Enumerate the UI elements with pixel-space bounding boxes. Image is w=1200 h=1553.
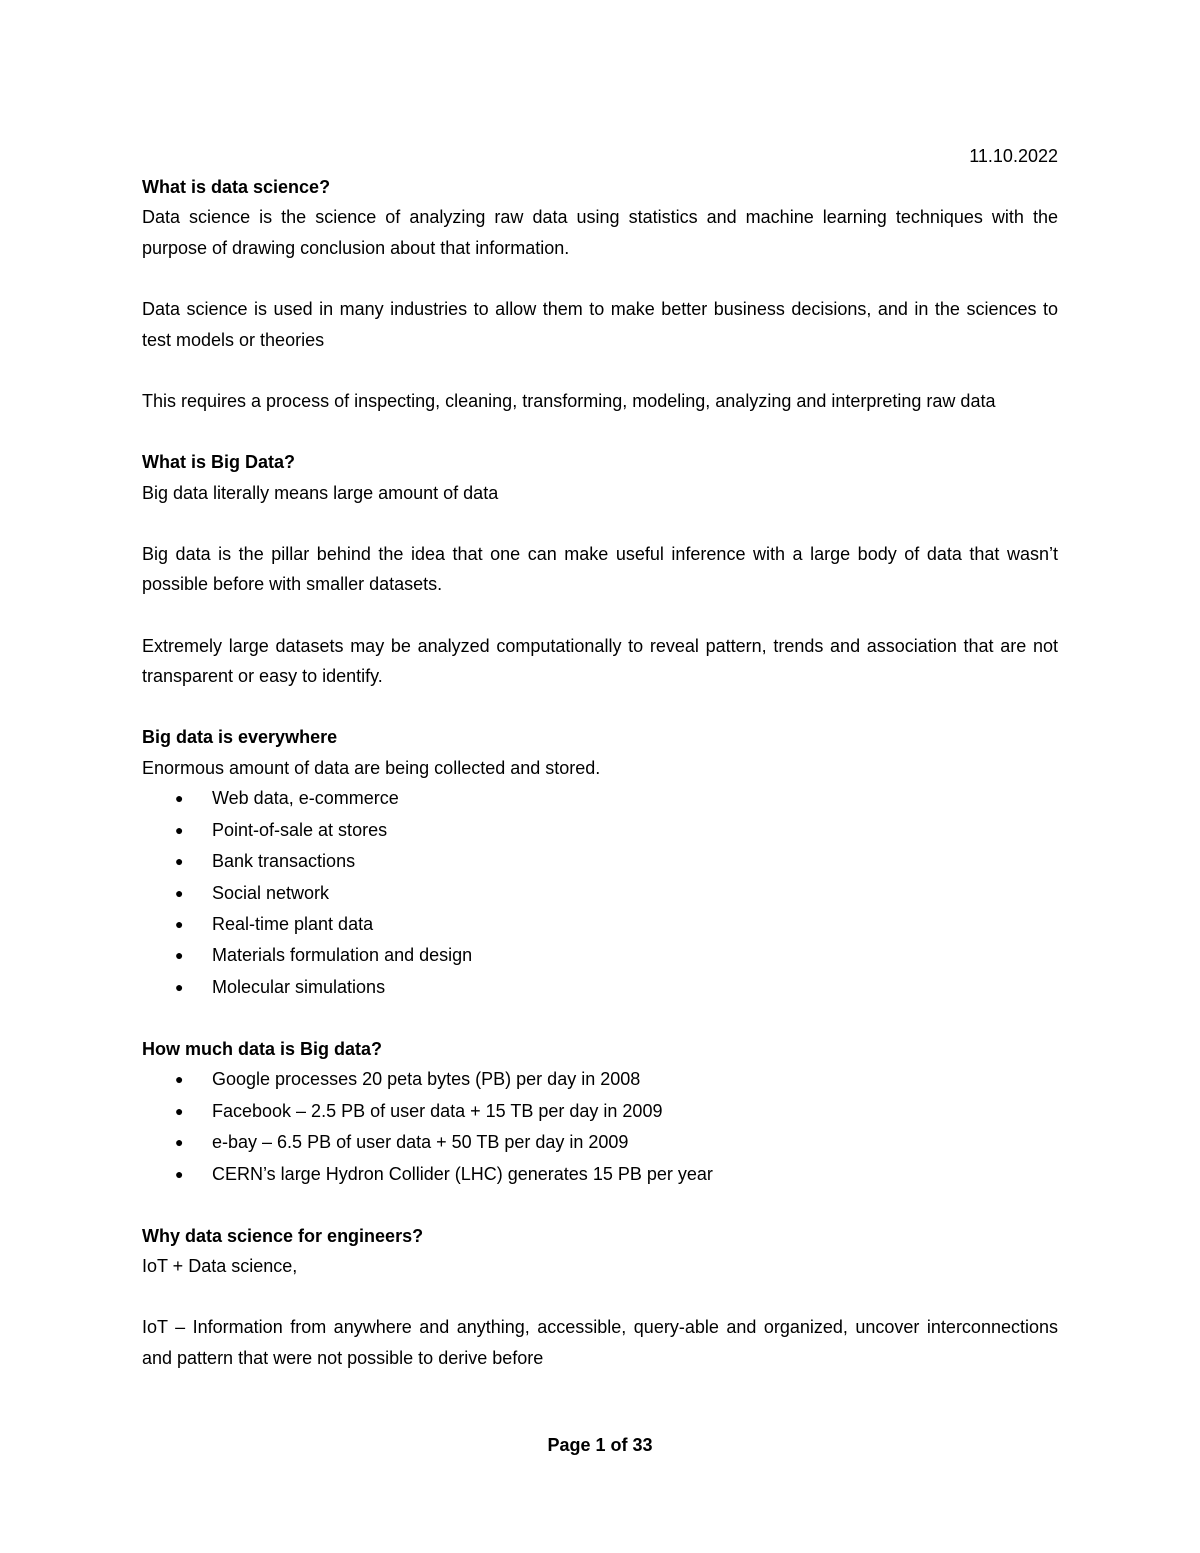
heading-big-data-everywhere: Big data is everywhere [142, 727, 338, 748]
spacer [142, 263, 1058, 294]
paragraph-everywhere-intro: Enormous amount of data are being collected and stored. [142, 757, 601, 778]
document-body [142, 141, 1058, 1374]
list-item [142, 972, 1058, 1003]
spacer [142, 1190, 1058, 1221]
bullet-icon: ● [175, 853, 184, 870]
paragraph-data-science-definition: Data science is the science of analyzing raw data using statistics and machine learning techniques with the purpose of drawing conclusion about that information. [142, 207, 1058, 258]
list-item-text: e-bay – 6.5 PB of user data + 50 TB per day in 2009 [212, 1132, 629, 1153]
list-item-text: Real-time plant data [212, 914, 374, 935]
list-item-text: CERN’s large Hydron Collider (LHC) generates 15 PB per year [212, 1163, 713, 1184]
list-item-text: Web data, e-commerce [212, 788, 399, 809]
page-number-footer: Page 1 of 33 [547, 1435, 653, 1455]
list-item-text: Bank transactions [212, 851, 356, 872]
list-item [142, 940, 1058, 971]
list-item [142, 878, 1058, 909]
list-item-text: Google processes 20 peta bytes (PB) per day in 2008 [212, 1069, 641, 1090]
list-item [142, 846, 1058, 877]
bullet-icon: ● [175, 884, 184, 901]
list-item [142, 1127, 1058, 1158]
list-item-text: Facebook – 2.5 PB of user data + 15 TB per day in 2009 [212, 1100, 663, 1121]
paragraph-big-data-pillar: Big data is the pillar behind the idea that one can make useful inference with a large body of data that wasn’t possible before with smaller datasets. [142, 543, 1058, 595]
heading-data-science: What is data science? [142, 176, 331, 197]
paragraph-iot-plus-data-science: IoT + Data science, [142, 1256, 298, 1277]
bullet-icon: ● [175, 790, 184, 807]
bullet-icon: ● [175, 978, 184, 995]
paragraph-big-data-definition: Big data literally means large amount of data [142, 482, 499, 503]
spacer [142, 1003, 1058, 1034]
spacer [142, 1282, 1058, 1313]
bullet-icon: ● [175, 1165, 184, 1182]
spacer [142, 692, 1058, 723]
list-item [142, 909, 1058, 940]
list-item [142, 783, 1058, 814]
paragraph-data-science-usage: Data science is used in many industries to allow them to make better business decisions, and in the sciences to test models or theories [142, 298, 1058, 350]
bullet-icon: ● [175, 947, 184, 964]
bullet-icon: ● [175, 1102, 184, 1119]
spacer [142, 600, 1058, 631]
list-item-text: Molecular simulations [212, 976, 386, 997]
list-item [142, 815, 1058, 846]
list-data-sources [142, 783, 1058, 1003]
list-data-volumes [142, 1064, 1058, 1190]
list-item [142, 1064, 1058, 1095]
bullet-icon: ● [175, 821, 184, 838]
list-item-text: Materials formulation and design [212, 945, 473, 966]
spacer [142, 416, 1058, 447]
bullet-icon: ● [175, 916, 184, 933]
paragraph-data-science-process: This requires a process of inspecting, cleaning, transforming, modeling, analyzing and interpreting raw data [142, 390, 996, 411]
paragraph-big-data-analysis: Extremely large datasets may be analyzed computationally to reveal pattern, trends and association that are not transparent or easy to identify. [142, 635, 1058, 687]
spacer [142, 508, 1058, 539]
list-item [142, 1159, 1058, 1190]
list-item-text: Social network [212, 882, 330, 903]
heading-how-much-data: How much data is Big data? [142, 1038, 383, 1059]
heading-big-data: What is Big Data? [142, 451, 296, 472]
bullet-icon: ● [175, 1134, 184, 1151]
bullet-icon: ● [175, 1071, 184, 1088]
paragraph-iot-description: IoT – Information from anywhere and anything, accessible, query-able and organized, uncover interconnections and pattern that were not possible to derive before [142, 1317, 1058, 1368]
spacer [142, 355, 1058, 386]
list-item [142, 1096, 1058, 1127]
heading-engineers: Why data science for engineers? [142, 1225, 424, 1246]
document-date: 11.10.2022 [969, 146, 1058, 166]
list-item-text: Point-of-sale at stores [212, 819, 388, 840]
